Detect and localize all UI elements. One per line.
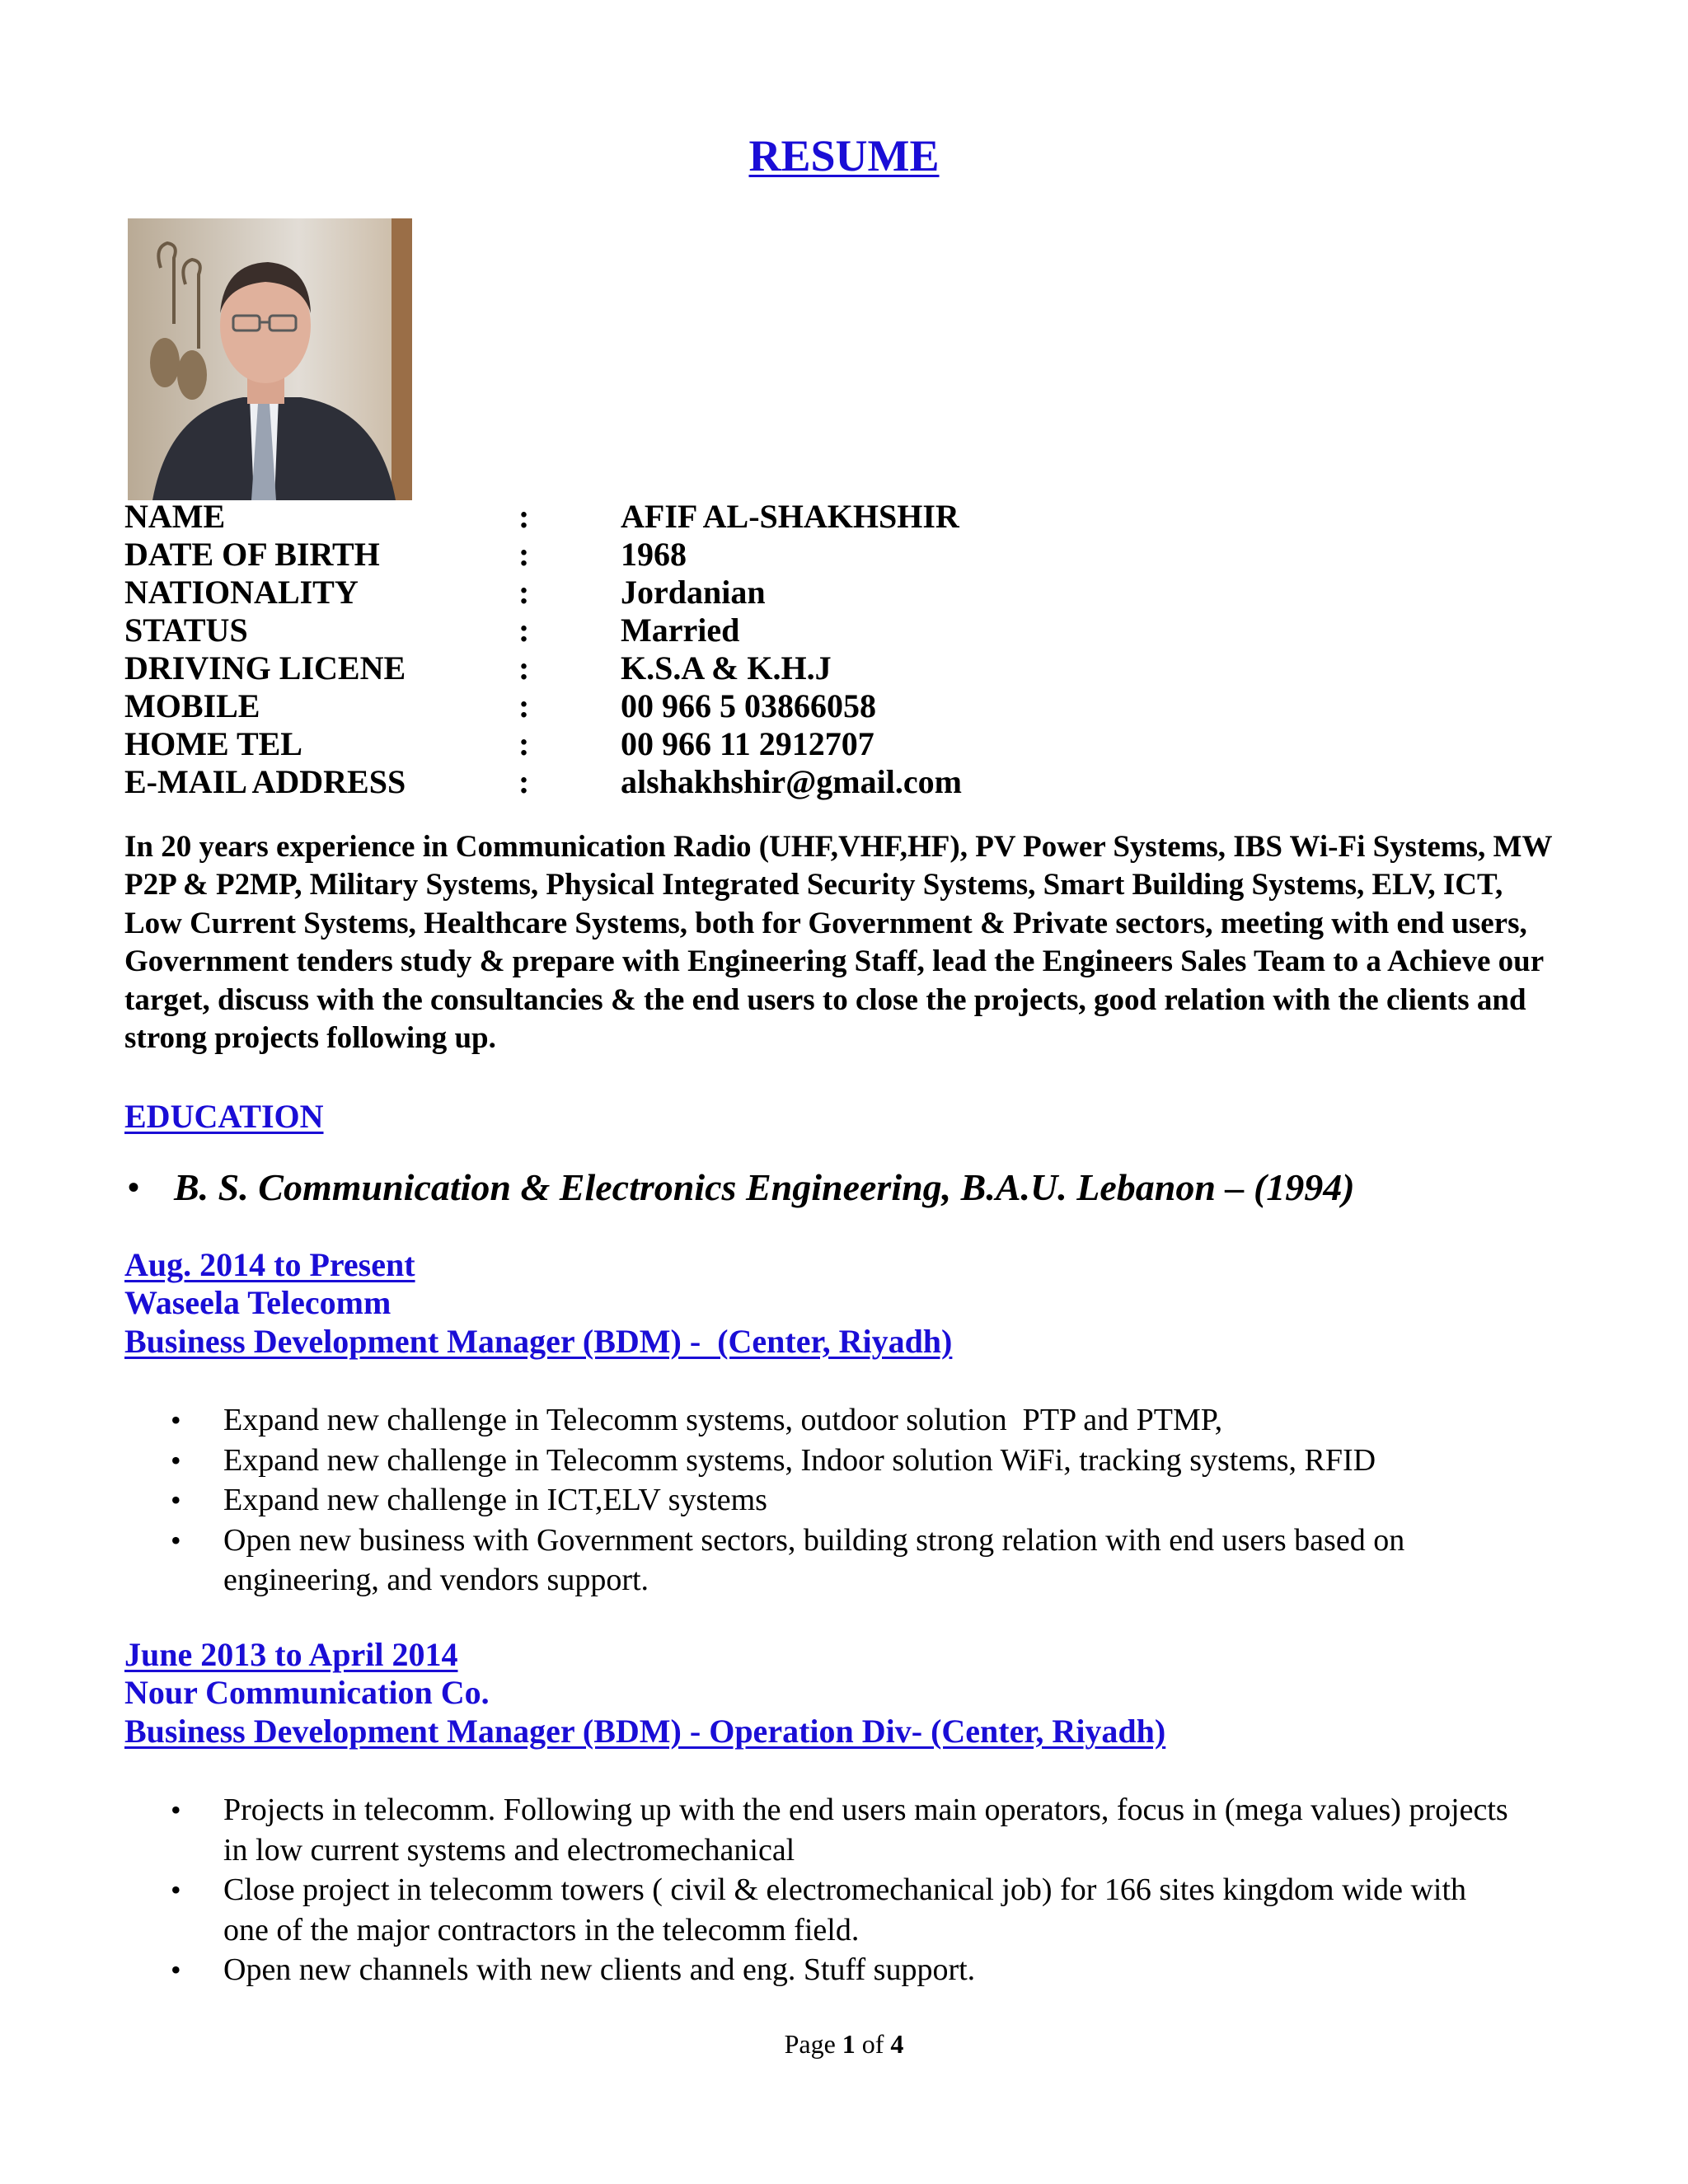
info-row-driving-license xyxy=(124,649,1114,687)
page-footer xyxy=(0,2029,1688,2060)
footer-of: of xyxy=(861,2029,884,2059)
info-colon: : xyxy=(518,763,530,800)
info-label: NAME xyxy=(124,498,226,535)
job-period: June 2013 to April 2014 xyxy=(124,1636,458,1673)
list-item: • Open new channels with new clients and eng. Stuff support. xyxy=(0,1950,1509,1990)
info-value: 1968 xyxy=(621,536,687,573)
info-colon: : xyxy=(518,649,530,687)
bullet-icon: • xyxy=(171,1953,181,1986)
job-position: Business Development Manager (BDM) - (Center, Riyadh) xyxy=(124,1322,953,1360)
info-value: Married xyxy=(621,612,740,649)
info-row-email xyxy=(124,763,1114,801)
job-position: Business Development Manager (BDM) - Operation Div- (Center, Riyadh) xyxy=(124,1712,1166,1750)
info-value: K.S.A & K.H.J xyxy=(621,649,832,687)
info-row-status xyxy=(124,612,1114,649)
education-heading: EDUCATION xyxy=(124,1098,324,1135)
bullet-icon: • xyxy=(171,1873,181,1906)
job-company: Waseela Telecomm xyxy=(124,1284,392,1322)
info-value: 00 966 11 2912707 xyxy=(621,725,874,762)
bullet-icon: • xyxy=(128,1169,140,1206)
info-colon: : xyxy=(518,612,530,649)
footer-total-pages: 4 xyxy=(890,2029,904,2059)
list-item: • Projects in telecomm. Following up with the end users main operators, focus in (mega values) projects in low current systems and electromechanical xyxy=(0,1790,1509,1870)
page-title: RESUME xyxy=(748,131,940,180)
job-duties-list xyxy=(0,1400,1688,1601)
footer-prefix: Page xyxy=(784,2029,836,2059)
info-row-nationality xyxy=(124,574,1114,612)
bullet-icon: • xyxy=(171,1443,181,1477)
info-row-name xyxy=(124,498,1114,536)
experience-summary: In 20 years experience in Communication Radio (UHF,VHF,HF), PV Power Systems, IBS Wi-Fi Systems, MW P2P & P2MP, Military Systems, Physical Integrated Security Systems, Smart Building Systems, ELV, ICT, Low Current Systems, Healthcare Systems, both for Government & Private sectors, meeting with end users, Government tenders study & prepare with Engineering Staff, lead the Engineers Sales Team to a Achieve our target, discuss with the consultancies & the end users to close the projects, good relation with the clients and strong projects following up. xyxy=(124,830,1552,1056)
list-item: • Expand new challenge in Telecomm systems, outdoor solution PTP and PTMP, xyxy=(0,1400,1509,1441)
job-period: Aug. 2014 to Present xyxy=(124,1246,415,1283)
info-row-mobile xyxy=(124,687,1114,725)
info-value: 00 966 5 03866058 xyxy=(621,687,876,724)
info-value: Jordanian xyxy=(621,574,766,611)
email-link[interactable]: alshakhshir@gmail.com xyxy=(621,763,962,800)
list-item: • Open new business with Government sectors, building strong relation with end users based on engineering, and vendors support. xyxy=(0,1521,1509,1601)
footer-current-page: 1 xyxy=(842,2029,856,2059)
info-label: MOBILE xyxy=(124,687,260,724)
profile-photo-image xyxy=(128,218,412,500)
job-header xyxy=(124,1636,1608,1750)
info-colon: : xyxy=(518,725,530,762)
education-degree: B. S. Communication & Electronics Engineering, B.A.U. Lebanon – (1994) xyxy=(174,1166,1355,1208)
info-colon: : xyxy=(518,574,530,611)
info-label: HOME TEL xyxy=(124,725,302,762)
info-colon: : xyxy=(518,536,530,573)
list-item: • Expand new challenge in ICT,ELV systems xyxy=(0,1480,1509,1521)
info-row-dob xyxy=(124,536,1114,574)
profile-photo xyxy=(128,218,412,500)
bullet-icon: • xyxy=(171,1404,181,1436)
personal-info xyxy=(124,498,1114,801)
info-label: NATIONALITY xyxy=(124,574,359,611)
job-header xyxy=(124,1246,1608,1361)
list-item: • Close project in telecomm towers ( civil & electromechanical job) for 166 sites kingdom wide with one of the major contractors in the telecomm field. xyxy=(0,1870,1509,1950)
info-label: DATE OF BIRTH xyxy=(124,536,380,573)
bullet-icon: • xyxy=(171,1523,181,1557)
job-duties-list xyxy=(0,1790,1688,1990)
job-company: Nour Communication Co. xyxy=(124,1674,490,1712)
info-label: E-MAIL ADDRESS xyxy=(124,763,406,800)
list-item: • Expand new challenge in Telecomm systems, Indoor solution WiFi, tracking systems, RFID xyxy=(0,1441,1509,1481)
info-value: AFIF AL-SHAKHSHIR xyxy=(621,498,959,535)
info-colon: : xyxy=(518,687,530,724)
info-row-home-tel xyxy=(124,725,1114,763)
bullet-icon: • xyxy=(171,1483,181,1516)
info-label: DRIVING LICENE xyxy=(124,649,406,687)
info-colon: : xyxy=(518,498,530,535)
bullet-icon: • xyxy=(171,1793,181,1826)
info-label: STATUS xyxy=(124,612,248,649)
